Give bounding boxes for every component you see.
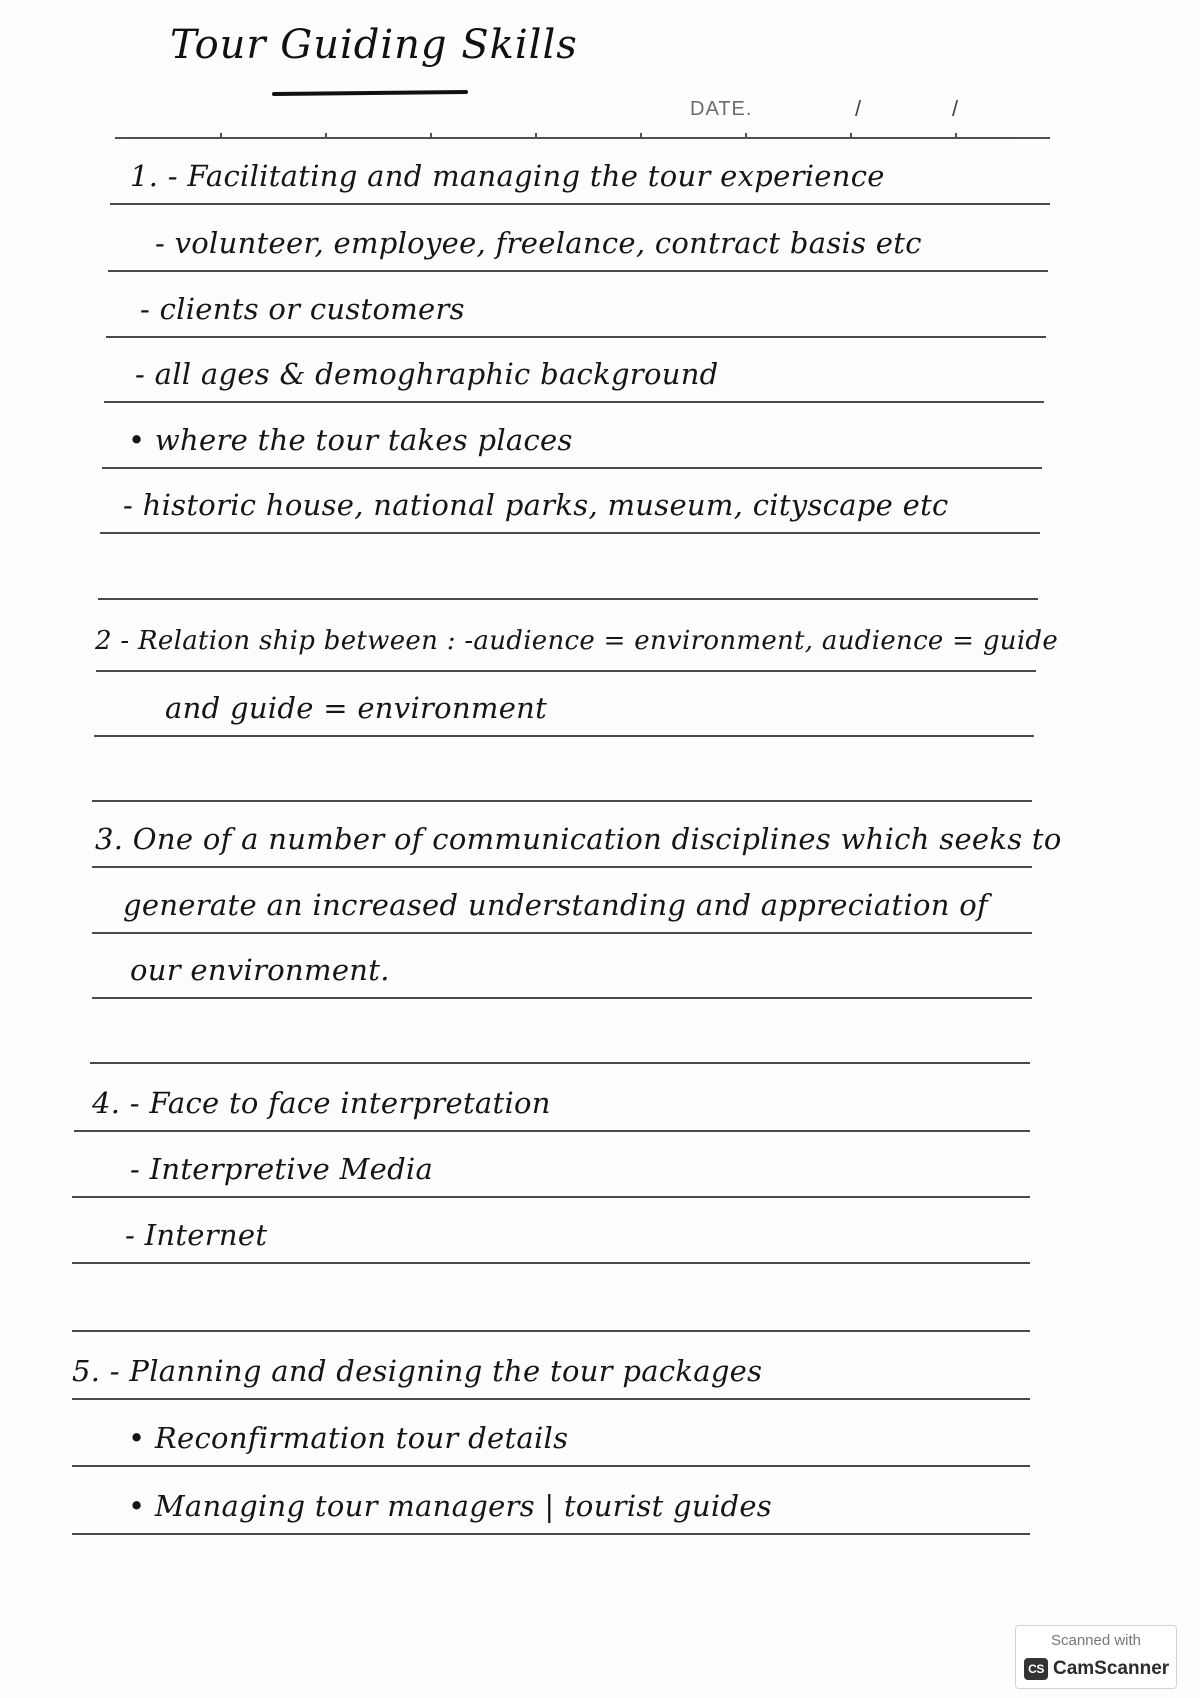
rule-tick (745, 133, 747, 139)
note-line: • Reconfirmation tour details (128, 1421, 569, 1455)
camscanner-icon: CS (1024, 1658, 1048, 1680)
ruled-line (100, 532, 1040, 534)
date-label: DATE. (690, 98, 753, 120)
ruled-line (92, 932, 1032, 934)
page-title: Tour Guiding Skills (170, 22, 578, 68)
note-line: our environment. (130, 953, 390, 987)
title-underline (272, 90, 468, 96)
camscanner-badge (1015, 1625, 1177, 1689)
note-line: 4. - Face to face interpretation (92, 1086, 551, 1120)
note-line: - Interpretive Media (130, 1152, 434, 1186)
badge-brand: CamScanner (1053, 1658, 1170, 1679)
note-line: 1. - Facilitating and managing the tour experience (130, 159, 885, 193)
badge-top-text: Scanned with (1050, 1632, 1142, 1649)
ruled-line (106, 336, 1046, 338)
badge-brand-row (1024, 1656, 1169, 1682)
ruled-line (98, 598, 1038, 600)
note-line: • where the tour takes places (128, 423, 573, 457)
ruled-line (92, 866, 1032, 868)
rule-tick (220, 133, 222, 139)
note-line: 5. - Planning and designing the tour packages (72, 1354, 763, 1388)
ruled-line (72, 1398, 1030, 1400)
note-line: - Internet (125, 1218, 268, 1252)
ruled-line (92, 997, 1032, 999)
note-line: • Managing tour managers | tourist guides (128, 1489, 772, 1523)
rule-tick (640, 133, 642, 139)
date-separator-2: / (952, 96, 959, 121)
note-line: generate an increased understanding and appreciation of (123, 888, 988, 922)
note-line: 2 - Relation ship between : -audience = environment, audience = guide (95, 626, 1059, 656)
ruled-line (72, 1330, 1030, 1332)
ruled-line (104, 401, 1044, 403)
rule-tick (325, 133, 327, 139)
ruled-line (72, 1465, 1030, 1467)
ruled-line (72, 1196, 1030, 1198)
note-line: 3. One of a number of communication disciplines which seeks to (95, 822, 1062, 856)
rule-tick (955, 133, 957, 139)
ruled-line (72, 1533, 1030, 1535)
rule-tick (430, 133, 432, 139)
ruled-line (102, 467, 1042, 469)
note-line: - volunteer, employee, freelance, contract basis etc (155, 226, 922, 260)
ruled-line (92, 800, 1032, 802)
note-line: - historic house, national parks, museum, cityscape etc (123, 488, 949, 522)
ruled-line (74, 1130, 1030, 1132)
rule-tick (535, 133, 537, 139)
date-separator-1: / (855, 96, 862, 121)
ruled-line (94, 735, 1034, 737)
ruled-line (96, 670, 1036, 672)
header-rule (115, 137, 1050, 139)
rule-tick (850, 133, 852, 139)
ruled-line (108, 270, 1048, 272)
note-line: - clients or customers (140, 292, 465, 326)
ruled-line (110, 203, 1050, 205)
ruled-line (90, 1062, 1030, 1064)
ruled-line (72, 1262, 1030, 1264)
note-line: and guide = environment (165, 691, 548, 725)
note-line: - all ages & demoghraphic background (135, 357, 719, 391)
